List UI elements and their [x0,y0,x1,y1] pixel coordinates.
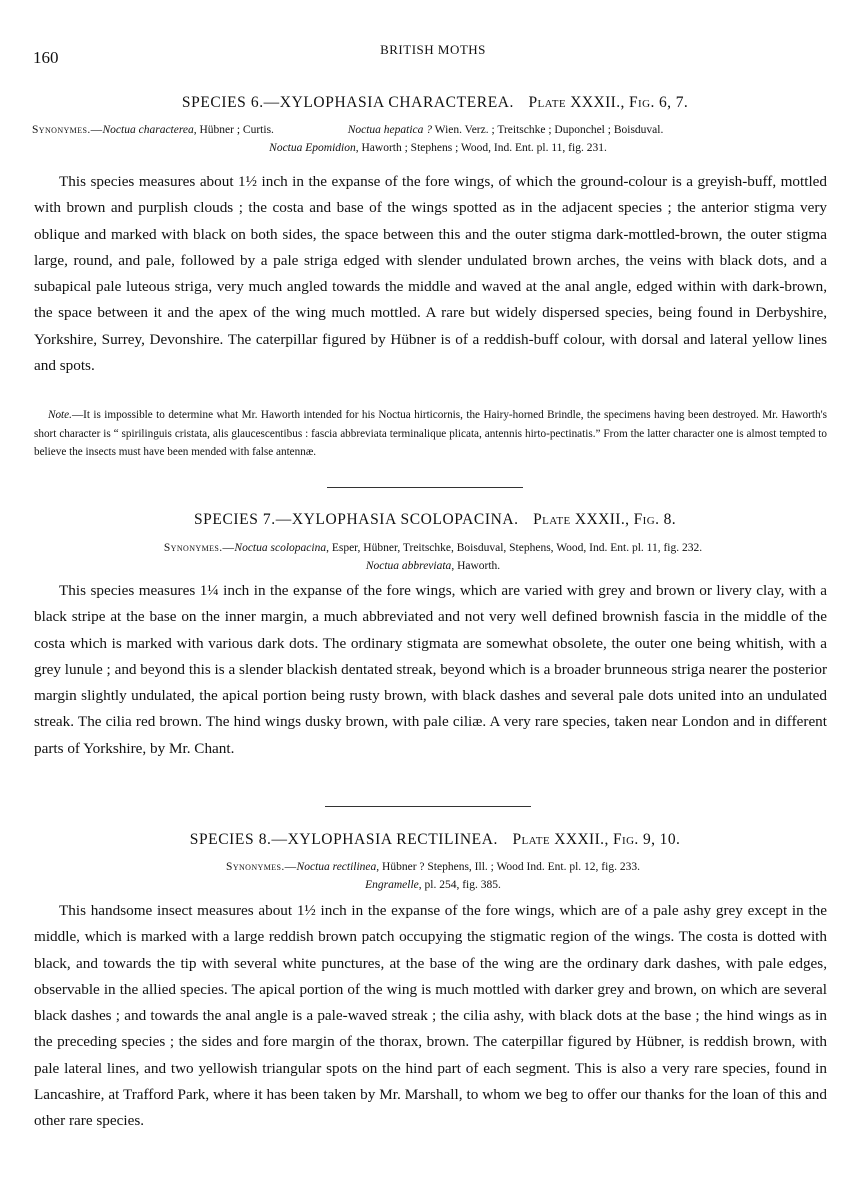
species-6-synonyms-line-1 [30,121,836,139]
synonym-authorities: , Hübner ? Stephens, Ill. ; Wood Ind. Ent. pl. 12, fig. 233. [376,861,640,873]
species-7-synonyms [30,539,836,575]
synonym-authorities: , Haworth. [451,560,501,572]
species-6-plate: Plate XXXII., Fig. 6, 7. [528,94,689,111]
synonym-name: Noctua Epomidion [269,142,356,154]
species-8-plate: Plate XXXII., Fig. 9, 10. [512,831,681,848]
synonym-name: Engramelle [365,879,419,891]
species-8-title: SPECIES 8.—XYLOPHASIA RECTILINEA. [189,831,499,848]
species-8-synonyms-line-2 [30,876,836,894]
species-8-heading [40,831,830,849]
species-6-title: SPECIES 6.—XYLOPHASIA CHARACTEREA. [181,94,515,111]
synonym-authorities: , pl. 254, fig. 385. [418,879,501,891]
synonym-name: Noctua characterea [102,124,194,136]
species-7-title: SPECIES 7.—XYLOPHASIA SCOLOPACINA. [193,511,519,528]
page-number: 160 [33,48,59,67]
species-6-synonyms [30,121,836,157]
species-7-plate: Plate XXXII., Fig. 8. [533,511,677,528]
synonym-name: Noctua hepatica ? [347,124,433,136]
synonym-authorities: , Hübner ; Curtis. [193,124,274,136]
species-7-synonyms-line-1 [30,539,836,557]
running-title: BRITISH MOTHS [380,42,486,57]
note-label: Note. [48,409,72,421]
note-text: —It is impossible to determine what Mr. Haworth intended for his Noctua hirticornis, the Hairy-horned Brindle, the specimens having been destroyed. Mr. Haworth's short character is “ spirilinguis cristata, alis glaucescentibus : fascia abbreviata terminalique plicata, antennis hirto-pectinatis.” From the latter character one is almost tempted to believe the insects must have been mended with false antennæ. [34,409,827,458]
species-8-description: This handsome insect measures about 1½ inch in the expanse of the fore wings, which are of a pale ashy grey except in the middle, which is marked with a large reddish brown patch occupying the stigmatic region of the wings. The costa is dotted with black, and towards the tip with several white punctures, at the base of the wing are the ordinary dark dashes, with pale edges, observable in the allied species. The apical portion of the wing is much mottled with darker grey and brown, on which are several black dashes ; and towards the anal angle is a pale-waved streak ; the cilia ashy, with black dots at the base ; the hind wings as in the preceding species ; the sides and fore margin of the thorax, brown. The caterpillar figured by Hübner, is reddish brown, with pale lateral lines, and two yellowish triangular spots on the hind part of each segment. This is also a very rare species, found in Lancashire, at Trafford Park, where it has been taken by Mr. Marshall, to whom we beg to offer our thanks for the loan of this and other rare species. [34,902,827,1130]
section-divider [327,487,523,488]
species-7-synonyms-line-2 [30,557,836,575]
synonym-name: Noctua rectilinea [296,861,377,873]
species-8-synonyms [30,858,836,894]
synonyms-label: Synonymes.— [32,124,103,136]
section-divider [325,806,531,807]
synonym-name: Noctua scolopacina [234,542,327,554]
species-6-synonyms-line-2 [30,139,836,157]
species-6-description: This species measures about 1½ inch in the expanse of the fore wings, of which the ground-colour is a greyish-buff, mottled with brown and purplish clouds ; the costa and base of the wings spotted as in the adjacent species ; the anterior stigma very oblique and marked with black on both sides, the space between this and the outer stigma dark-mottled-brown, the outer stigma large, round, and pale, followed by a pale striga edged with slender undulated brown arches, the veins with black dots, and a subapical pale luteous striga, very much angled towards the middle and waved at the anal angle, edged within with dark-brown, the space between it and the apex of the wing much mottled. A rare but widely dispersed species, being found in Derbyshire, Yorkshire, Surrey, Devonshire. The caterpillar figured by Hübner is of a reddish-buff colour, with dorsal and lateral yellow lines and spots. [34,173,827,375]
species-6-heading [40,94,830,112]
synonym-authorities: , Esper, Hübner, Treitschke, Boisduval, Stephens, Wood, Ind. Ent. pl. 11, fig. 232. [326,542,703,554]
synonym-authorities: , Haworth ; Stephens ; Wood, Ind. Ent. pl. 11, fig. 231. [355,142,607,154]
synonyms-label: Synonymes.— [226,861,297,873]
synonyms-label: Synonymes.— [163,542,235,554]
species-7-heading [40,511,830,529]
species-7-description: This species measures 1¼ inch in the expanse of the fore wings, which are varied with grey and brown or livery clay, with a black stripe at the base on the inner margin, a much abbreviated and not very well defined brownish fascia in the middle of the costa which is marked with various dark dots. The ordinary stigmata are somewhat obsolete, the outer one being whitish, with a grey lunule ; and beyond this is a slender blackish dentated streak, beyond which is a broader brunneous striga nearer the posterior margin slightly undulated, the apical portion being rusty brown, with black dashes and several pale dots united into an undulated streak. The cilia red brown. The hind wings dusky brown, with pale ciliæ. A very rare species, taken near London and in different parts of Yorkshire, by Mr. Chant. [34,582,827,757]
species-6-note [34,406,827,462]
species-8-synonyms-line-1 [30,858,836,876]
synonym-authorities: Wien. Verz. ; Treitschke ; Duponchel ; Boisduval. [432,124,664,136]
synonym-name: Noctua abbreviata [365,560,452,572]
